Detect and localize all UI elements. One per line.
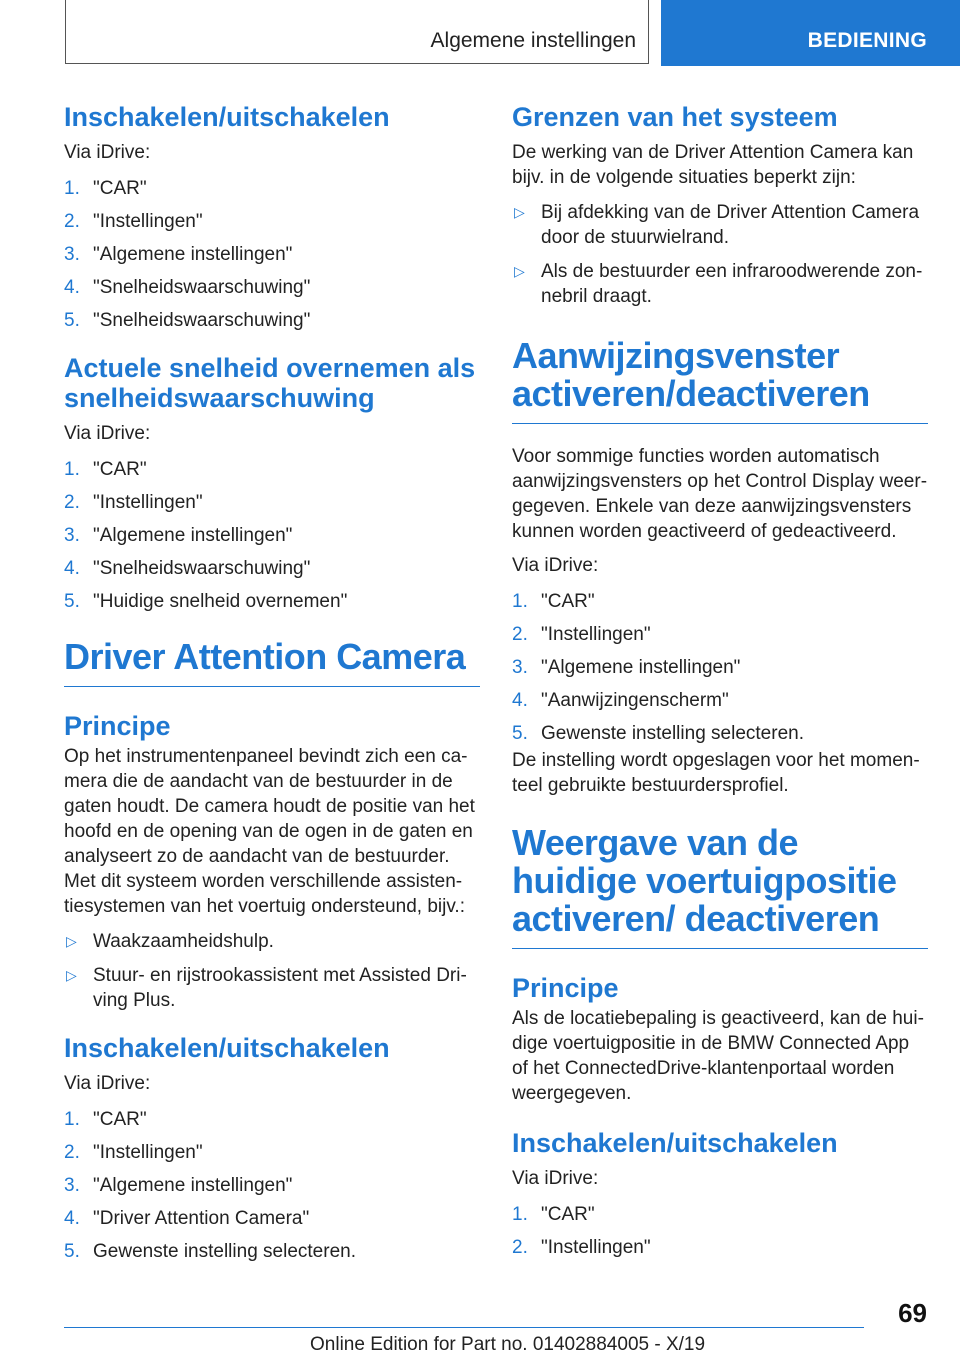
steps-dac	[64, 1107, 480, 1264]
chapter-title: BEDIENING	[807, 29, 927, 52]
triangle-bullet-icon: ▷	[514, 204, 525, 220]
steps-snelheid	[64, 176, 480, 333]
via-idrive-4: Via iDrive:	[512, 555, 599, 576]
list-item: 1. "CAR"	[64, 1109, 147, 1130]
chapter-heading-block	[512, 824, 928, 949]
steps-positie	[512, 1202, 928, 1260]
heading-grenzen: Grenzen van het systeem	[512, 102, 838, 132]
via-idrive-1: Via iDrive:	[64, 142, 151, 163]
footer-divider	[64, 1327, 864, 1328]
list-item: 3. "Algemene instellingen"	[64, 1175, 293, 1196]
section-tab	[65, 0, 649, 64]
list-item: ▷ Bij afdekking van de Driver Attention Camera door de stuurwielrand.	[514, 202, 920, 248]
aanwijzing-text: Voor sommige functies worden automatisch aanwijzingsvensters op het Control Display weergegeven. Enkele van deze aanwijzingsvensters kunnen worden geactiveerd of gedeactiveerd.	[512, 446, 928, 542]
via-idrive-5: Via iDrive:	[512, 1168, 599, 1189]
list-item: 4. "Snelheidswaarschuwing"	[64, 277, 311, 298]
bullets-dac	[64, 929, 480, 1013]
triangle-bullet-icon: ▷	[514, 263, 525, 279]
heading-principe: Principe	[64, 711, 171, 741]
list-item: 1. "CAR"	[64, 459, 147, 480]
list-item: 5. Gewenste instelling selecteren.	[512, 723, 804, 744]
list-item: 2. "Instellingen"	[64, 211, 203, 232]
heading-inschakelen-snelheid: Inschakelen/uitschakelen	[64, 102, 390, 132]
principe-text: Op het instrumentenpaneel bevindt zich een camera die de aandacht van de bestuurder in de gaten houdt. De camera houdt de positie van het hoofd en de opening van de ogen in de gaten en analyseert zo de aandacht van de bestuurder. Met dit systeem worden verschillende assistentiesystemen van het voertuig ondersteund, bijv.:	[64, 746, 475, 917]
bullets-grenzen	[512, 200, 928, 309]
chapter-tab	[661, 0, 960, 66]
list-item: 1. "CAR"	[512, 1204, 595, 1225]
list-item: ▷ Als de bestuurder een infraroodwerende zonnebril draagt.	[514, 261, 923, 307]
heading-principe-2: Principe	[512, 973, 619, 1003]
list-item: 4. "Snelheidswaarschuwing"	[64, 558, 311, 579]
via-idrive-3: Via iDrive:	[64, 1073, 151, 1094]
heading-actuele-snelheid: Actuele snelheid overnemen als snelheidswaarschuwing	[64, 353, 476, 413]
list-item: 2. "Instellingen"	[512, 1237, 651, 1258]
list-item: 5. Gewenste instelling selecteren.	[64, 1241, 356, 1262]
list-item: 3. "Algemene instellingen"	[64, 244, 293, 265]
triangle-bullet-icon: ▷	[66, 933, 77, 949]
right-column	[512, 102, 928, 1268]
chapter-heading-block	[512, 337, 928, 424]
list-item: ▷ Waakzaamheidshulp.	[66, 931, 274, 952]
list-item: 4. "Aanwijzingenscherm"	[512, 690, 729, 711]
left-column	[64, 102, 480, 1272]
list-item: 5. "Snelheidswaarschuwing"	[64, 310, 311, 331]
list-item: 1. "CAR"	[64, 178, 147, 199]
list-item: 3. "Algemene instellingen"	[512, 657, 741, 678]
principe-text-2: Als de locatiebepaling is geactiveerd, kan de huidige voertuigpositie in de BMW Connected App of het ConnectedDrive-klantenportaal worden weergegeven.	[512, 1008, 924, 1104]
list-item: 3. "Algemene instellingen"	[64, 525, 293, 546]
heading-driver-attention-camera: Driver Attention Camera	[64, 636, 466, 677]
list-item: 2. "Instellingen"	[512, 624, 651, 645]
list-item: 4. "Driver Attention Camera"	[64, 1208, 310, 1229]
list-item: 5. "Huidige snelheid overnemen"	[64, 591, 348, 612]
page-header	[0, 0, 960, 66]
triangle-bullet-icon: ▷	[66, 967, 77, 983]
section-title: Algemene instellingen	[430, 29, 636, 52]
via-idrive-2: Via iDrive:	[64, 423, 151, 444]
steps-aanwijzing	[512, 589, 928, 746]
list-item: 1. "CAR"	[512, 591, 595, 612]
list-item: 2. "Instellingen"	[64, 1142, 203, 1163]
grenzen-text: De werking van de Driver Attention Camera kan bijv. in de volgende situaties beperkt zijn:	[512, 142, 914, 188]
heading-aanwijzingsvenster: Aanwijzingsvenster activeren/deactiveren	[512, 335, 870, 414]
chapter-heading-block	[64, 638, 480, 687]
footer-edition: Online Edition for Part no. 01402884005 - X/19	[310, 1334, 706, 1355]
steps-actuele-snelheid	[64, 457, 480, 614]
heading-inschakelen-positie: Inschakelen/uitschakelen	[512, 1128, 838, 1158]
heading-voertuigpositie: Weergave van de huidige voertuigpositie activeren/ deactiveren	[512, 822, 897, 939]
heading-inschakelen-dac: Inschakelen/uitschakelen	[64, 1033, 390, 1063]
aanwijzing-after-text: De instelling wordt opgeslagen voor het momenteel gebruikte bestuurdersprofiel.	[512, 750, 920, 796]
list-item: 2. "Instellingen"	[64, 492, 203, 513]
page-number: 69	[898, 1298, 927, 1328]
list-item: ▷ Stuur- en rijstrookassistent met Assisted Driving Plus.	[66, 965, 467, 1011]
